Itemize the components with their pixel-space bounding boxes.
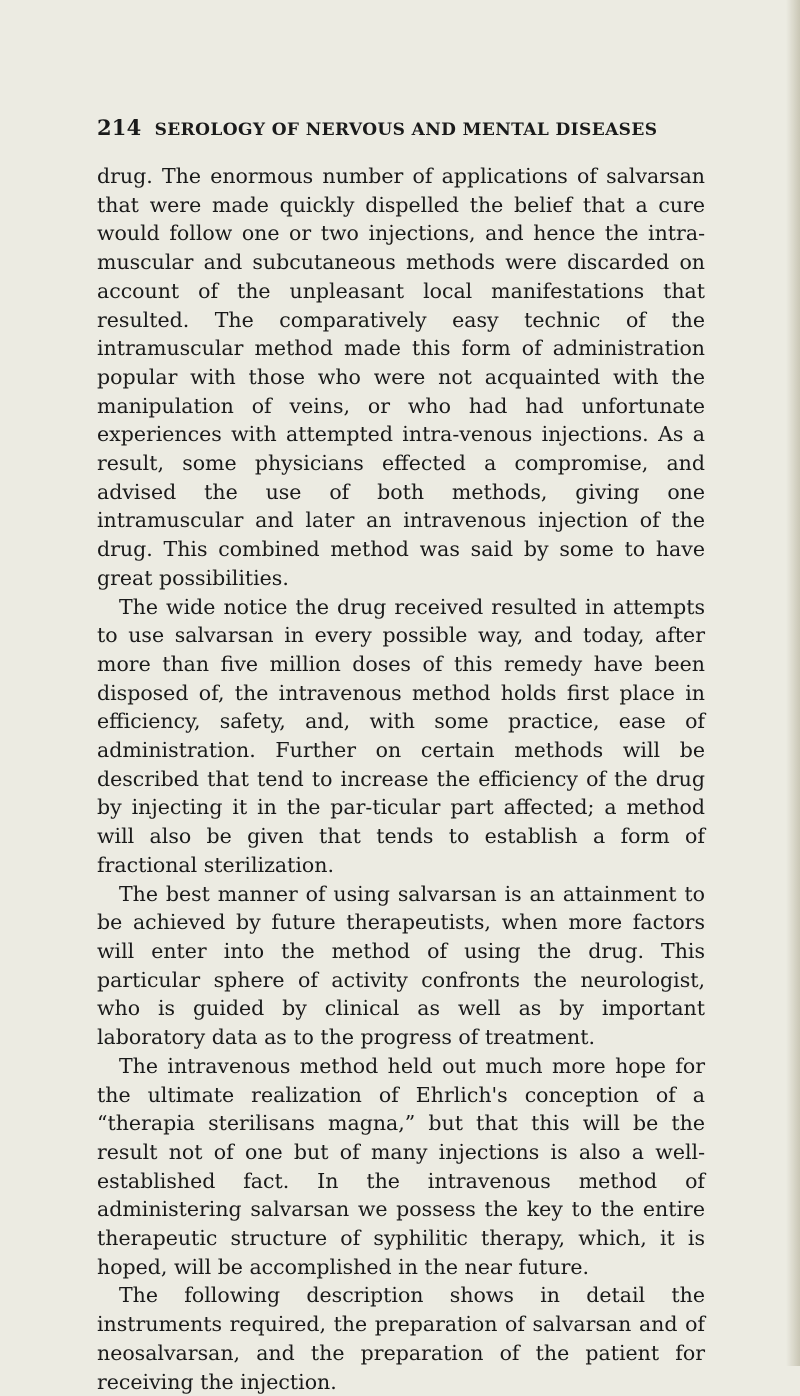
running-header xyxy=(97,114,705,144)
paragraph-intravenous-method: The intravenous method held out much more hope for the ultimate realization of Ehrlich's conception of a “therapia sterilisans magna,” but that this will be the result not of one but of many injections is also a well-established fact. In the intravenous method of administering salvarsan we possess the key to the entire therapeutic structure of syphilitic therapy, which, it is hoped, will be accomplished in the near future. xyxy=(97,1053,705,1279)
running-title: SEROLOGY OF NERVOUS AND MENTAL DISEASES xyxy=(154,120,658,140)
page-edge-shadow xyxy=(786,0,800,1366)
paragraph-wide-notice: The wide notice the drug received resulted in attempts to use salvarsan in every possible way, and today, after more than five million doses of this remedy have been disposed of, the intravenous method holds first place in efficiency, safety, and, with some practice, ease of administration. Further on certain methods will be described that tend to increase the efficiency of the drug by injecting it in the par-ticular part affected; a method will also be given that tends to establish a form of fractional sterilization. xyxy=(97,594,705,877)
paragraph-best-manner: The best manner of using salvarsan is an attainment to be achieved by future therapeutists, when more factors will enter into the method of using the drug. This particular sphere of activity confronts the neurologist, who is guided by clinical as well as by important laboratory data as to the progress of treatment. xyxy=(97,881,705,1050)
paragraph-continuation: drug. The enormous number of applications of salvarsan that were made quickly dispelled the belief that a cure would follow one or two injections, and hence the intra-muscular and subcutaneous methods were discarded on account of the unpleasant local manifestations that resulted. The comparatively easy technic of the intramuscular method made this form of administration popular with those who were not acquainted with the manipulation of veins, or who had had unfortunate experiences with attempted intra-venous injections. As a result, some physicians effected a compromise, and advised the use of both methods, giving one intramuscular and later an intravenous injection of the drug. This combined method was said by some to have great possibilities. xyxy=(97,164,705,590)
book-page xyxy=(97,114,705,1396)
page-number: 214 xyxy=(97,115,142,140)
paragraph-following-description: The following description shows in detail the instruments required, the preparation of salvarsan and of neosalvarsan, and the preparation of the patient for receiving the injection. xyxy=(97,1283,705,1394)
